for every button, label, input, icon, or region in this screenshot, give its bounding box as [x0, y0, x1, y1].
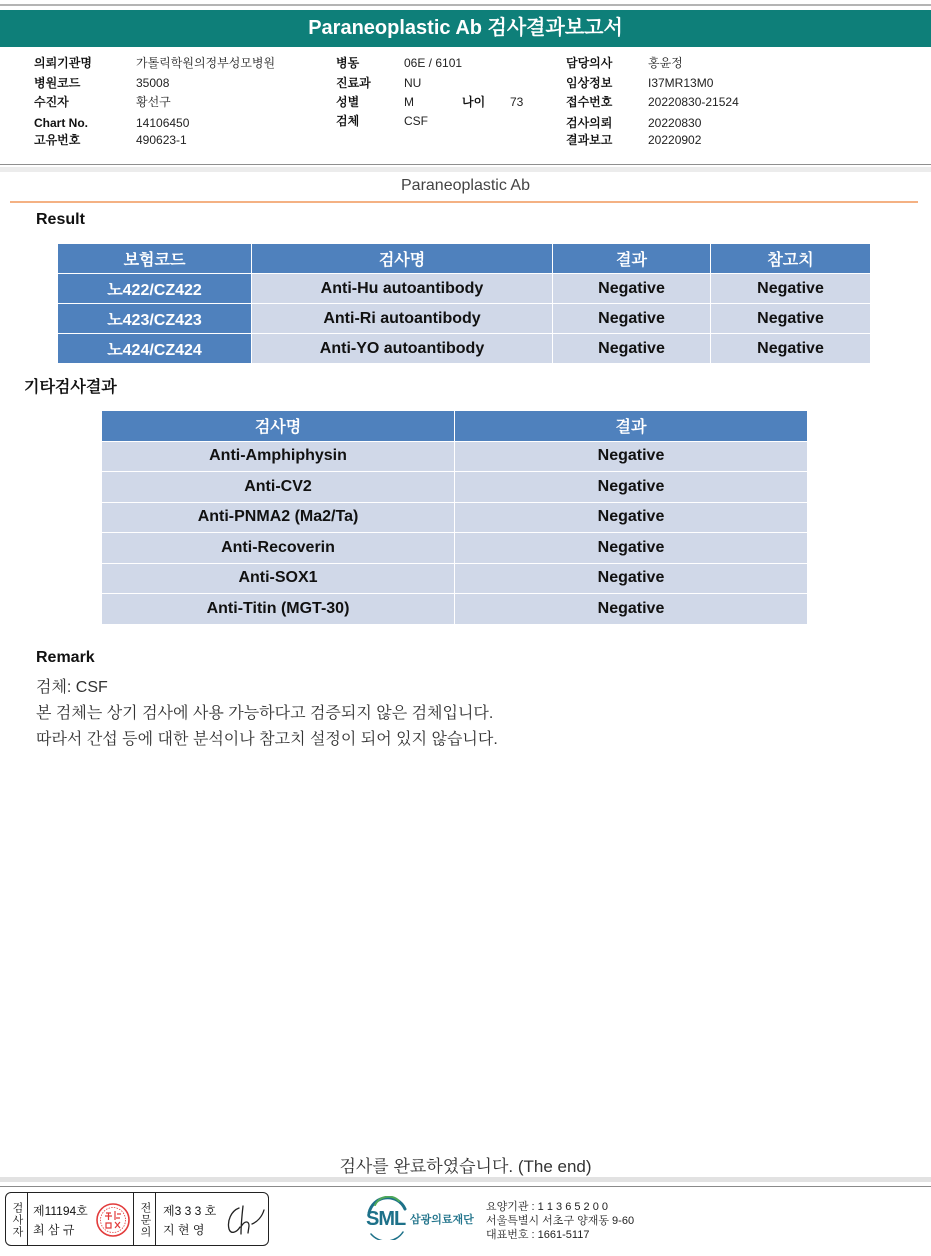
institution-phone: 대표번호 : 1661-5117	[486, 1229, 590, 1241]
result-cell: Negative	[553, 334, 711, 364]
result-cell: Negative	[455, 533, 808, 564]
specialist-name: 지 현 영	[163, 1223, 205, 1237]
request-date-value: 20220830	[648, 116, 702, 130]
logo-organization: 삼광의료재단	[410, 1214, 474, 1226]
seal-stamp-icon	[95, 1202, 131, 1238]
specimen-value: CSF	[404, 114, 428, 128]
result-cell: Negative	[553, 274, 711, 304]
remark-line: 따라서 간섭 등에 대한 분석이나 참고치 설정이 되어 있지 않습니다.	[36, 731, 498, 748]
result-heading: Result	[36, 211, 85, 228]
test-name-cell: Anti-Recoverin	[102, 533, 455, 564]
table-row	[102, 563, 808, 594]
ward-value: 06E / 6101	[404, 56, 463, 70]
result-header-row	[58, 244, 871, 274]
info-divider	[0, 164, 931, 165]
specimen-label: 검체	[336, 114, 360, 128]
test-name-cell: Anti-Ri autoantibody	[252, 304, 553, 334]
attending-physician-label: 담당의사	[566, 56, 613, 70]
table-row	[58, 334, 871, 364]
signature-box	[5, 1192, 269, 1246]
result-cell: Negative	[455, 594, 808, 625]
result-cell: Negative	[455, 502, 808, 533]
patient-name-label: 수진자	[34, 95, 69, 109]
examiner-name: 최 삼 규	[33, 1223, 75, 1237]
signature-box-divider	[155, 1193, 156, 1245]
test-name-cell: Anti-Amphiphysin	[102, 441, 455, 472]
report-date-label: 결과보고	[566, 133, 613, 147]
accession-no-value: 20220830-21524	[648, 95, 739, 109]
remark-line: 본 검체는 상기 검사에 사용 가능하다고 검증되지 않은 검체입니다.	[36, 705, 494, 722]
report-title: Paraneoplastic Ab 검사결과보고서	[0, 10, 931, 47]
column-header-result: 결과	[553, 244, 711, 274]
attending-physician-value: 홍윤정	[648, 56, 683, 70]
column-header-result: 결과	[455, 411, 808, 442]
column-header-test-name: 검사명	[102, 411, 455, 442]
reference-cell: Negative	[711, 274, 871, 304]
insurance-code-cell: 노422/CZ422	[58, 274, 252, 304]
end-message: 검사를 완료하였습니다. (The end)	[339, 1157, 592, 1176]
table-row	[102, 441, 808, 472]
other-results-table	[101, 410, 808, 625]
hospital-code-value: 35008	[136, 76, 170, 90]
table-row	[102, 533, 808, 564]
signature-icon	[224, 1203, 266, 1237]
other-results-heading: 기타검사결과	[24, 379, 117, 396]
accession-no-label: 접수번호	[566, 95, 613, 109]
column-header-reference: 참고치	[711, 244, 871, 274]
result-table	[57, 243, 871, 364]
signature-box-divider	[27, 1193, 28, 1245]
result-cell: Negative	[455, 563, 808, 594]
chart-no-value: 14106450	[136, 116, 190, 130]
unique-id-label: 고유번호	[34, 133, 81, 147]
clinical-info-label: 임상정보	[566, 76, 613, 90]
institution-label: 의뢰기관명	[34, 56, 92, 70]
report-date-value: 20220902	[648, 133, 702, 147]
institution-code: 요양기관 : 1 1 3 6 5 2 0 0	[486, 1201, 609, 1213]
column-header-insurance-code: 보험코드	[58, 244, 252, 274]
footer-divider	[0, 1186, 931, 1187]
chart-no-label: Chart No.	[34, 116, 88, 130]
reference-cell: Negative	[711, 304, 871, 334]
result-cell: Negative	[455, 472, 808, 503]
section-title: Paraneoplastic Ab	[401, 177, 530, 194]
test-name-cell: Anti-CV2	[102, 472, 455, 503]
test-name-cell: Anti-PNMA2 (Ma2/Ta)	[102, 502, 455, 533]
remark-line: 검체: CSF	[36, 679, 108, 696]
test-name-cell: Anti-Hu autoantibody	[252, 274, 553, 304]
other-header-row	[102, 411, 808, 442]
ward-label: 병동	[336, 56, 360, 70]
info-divider-band	[0, 167, 931, 172]
examiner-license: 제11194호	[33, 1204, 88, 1218]
top-border-line	[0, 4, 931, 6]
table-row	[102, 502, 808, 533]
examiner-role: 검사자	[11, 1202, 23, 1238]
table-row	[58, 274, 871, 304]
sex-value: M	[404, 95, 414, 109]
table-row	[102, 594, 808, 625]
insurance-code-cell: 노424/CZ424	[58, 334, 252, 364]
department-value: NU	[404, 76, 422, 90]
hospital-code-label: 병원코드	[34, 76, 81, 90]
test-name-cell: Anti-YO autoantibody	[252, 334, 553, 364]
test-name-cell: Anti-Titin (MGT-30)	[102, 594, 455, 625]
result-cell: Negative	[553, 304, 711, 334]
sex-label: 성별	[336, 95, 360, 109]
patient-name-value: 황선구	[136, 95, 171, 109]
result-cell: Negative	[455, 441, 808, 472]
unique-id-value: 490623-1	[136, 133, 187, 147]
age-value: 73	[510, 95, 524, 109]
institution-address: 서울특별시 서초구 양재동 9-60	[486, 1215, 635, 1227]
remark-heading: Remark	[36, 649, 95, 666]
footer-divider-band	[0, 1177, 931, 1182]
table-row	[102, 472, 808, 503]
specialist-role: 전문의	[139, 1202, 151, 1238]
reference-cell: Negative	[711, 334, 871, 364]
age-label: 나이	[462, 95, 486, 109]
table-row	[58, 304, 871, 334]
institution-value: 가톨릭학원의정부성모병원	[136, 56, 276, 70]
test-name-cell: Anti-SOX1	[102, 563, 455, 594]
department-label: 진료과	[336, 76, 371, 90]
specialist-license: 제3 3 3 호	[163, 1204, 217, 1218]
logo-wordmark: SML	[366, 1208, 406, 1230]
insurance-code-cell: 노423/CZ423	[58, 304, 252, 334]
request-date-label: 검사의뢰	[566, 116, 613, 130]
clinical-info-value: I37MR13M0	[648, 76, 714, 90]
column-header-test-name: 검사명	[252, 244, 553, 274]
section-divider	[10, 201, 918, 203]
